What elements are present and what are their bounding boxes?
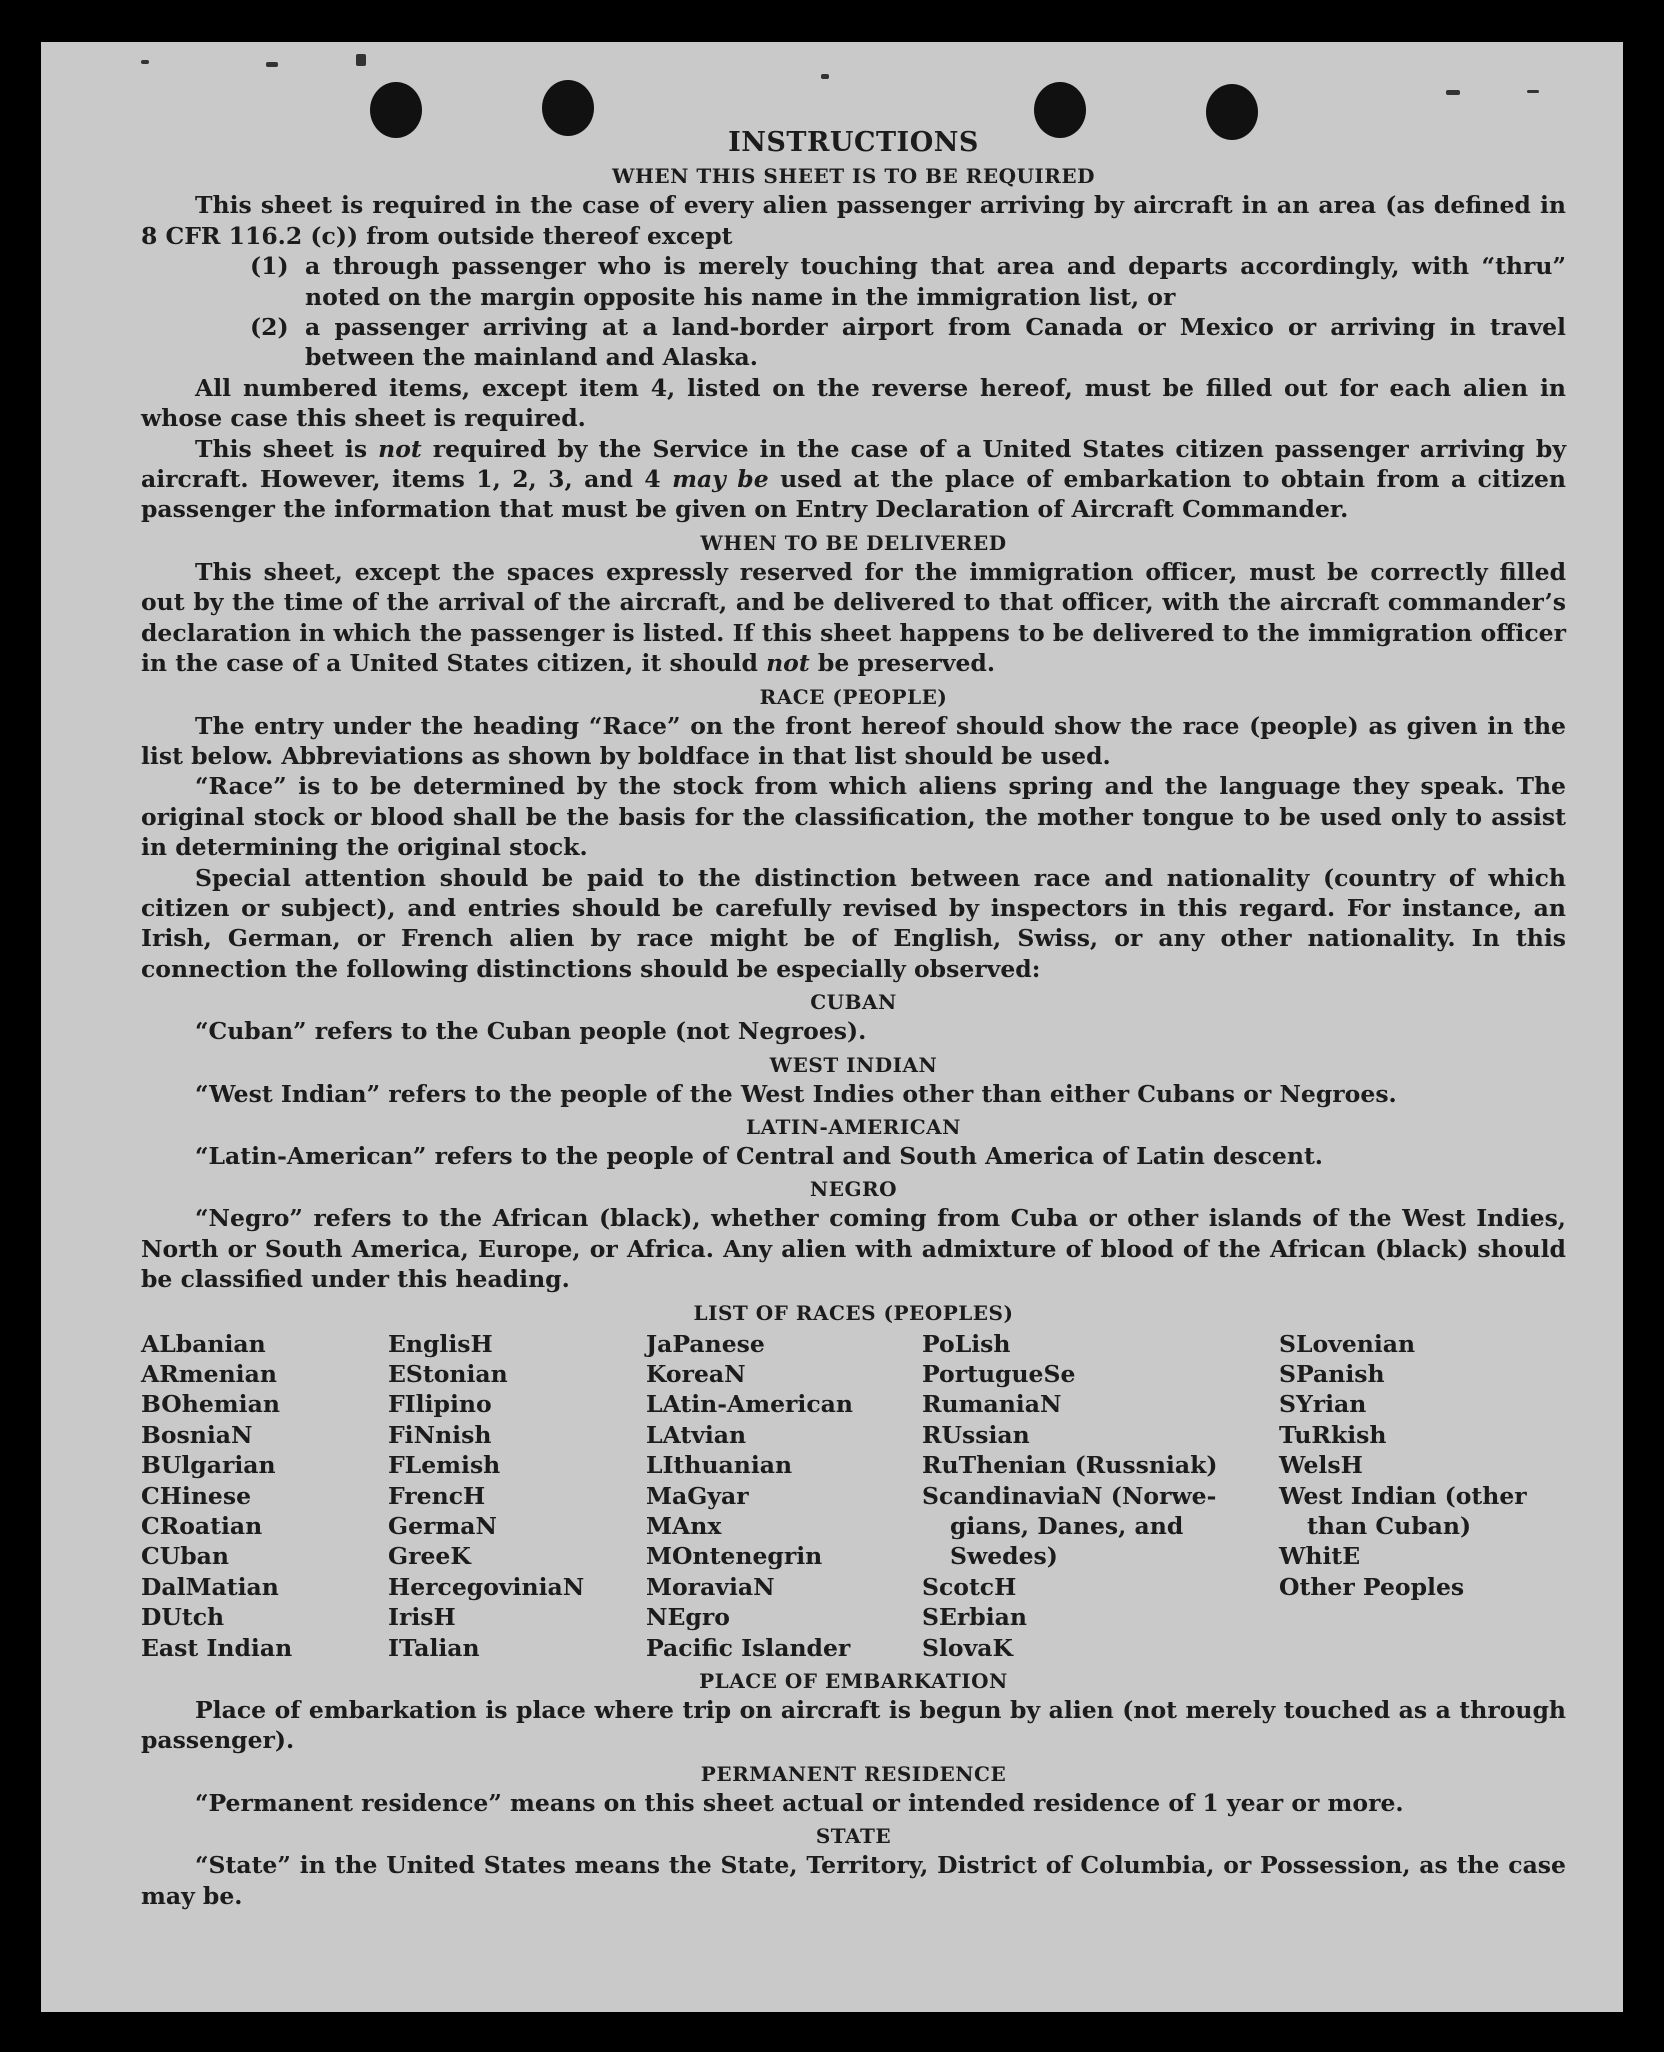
race-entry: West Indian (other bbox=[1279, 1481, 1527, 1510]
race-entry: CHinese bbox=[141, 1481, 252, 1510]
text-run: This sheet is bbox=[195, 434, 379, 463]
heading-cuban: CUBAN bbox=[810, 990, 897, 1015]
heading-residence: PERMANENT RESIDENCE bbox=[700, 1761, 1007, 1786]
race-entry: LAtvian bbox=[646, 1420, 747, 1449]
paragraph: Special attention should be paid to the distinction between race and nationality (country of which citizen or subject), and entries should be carefully revised by inspectors in this regard. For instance, an Irish, German, or French alien by race might be of English, Swiss, or any other nationality. In this connection the following distinctions should be especially observed: bbox=[141, 863, 1566, 983]
instructions-content bbox=[141, 122, 1566, 1911]
race-entry: RuThenian (Russniak) bbox=[922, 1451, 1218, 1480]
race-entry: BosniaN bbox=[141, 1420, 253, 1449]
race-entry: WhitE bbox=[1279, 1542, 1361, 1571]
item-number: (1) bbox=[250, 252, 289, 281]
races-column bbox=[141, 1329, 388, 1663]
scan-speck bbox=[141, 60, 149, 64]
race-entry: than Cuban) bbox=[1307, 1512, 1472, 1541]
race-entry: ScandinaviaN (Norwe- bbox=[922, 1481, 1217, 1510]
race-entry: GermaN bbox=[388, 1512, 497, 1541]
race-entry: PoLish bbox=[922, 1329, 1011, 1358]
paragraph: This sheet is required in the case of every alien passenger arriving by aircraft in an area (as defined in 8 CFR 116.2 (c)) from outside thereof except bbox=[141, 191, 1566, 250]
scan-speck bbox=[1527, 90, 1539, 93]
paragraph bbox=[141, 557, 1566, 679]
race-entry: MoraviaN bbox=[646, 1572, 775, 1601]
races-list bbox=[141, 1329, 1566, 1663]
race-entry: MAnx bbox=[646, 1512, 722, 1541]
races-column bbox=[388, 1329, 646, 1663]
heading-list-of-races: LIST OF RACES (PEOPLES) bbox=[693, 1300, 1014, 1325]
race-entry: MOntenegrin bbox=[646, 1542, 823, 1571]
race-entry: EStonian bbox=[388, 1360, 508, 1388]
race-entry: IrisH bbox=[388, 1603, 456, 1632]
race-entry: RumaniaN bbox=[922, 1390, 1062, 1419]
race-entry: HercegoviniaN bbox=[388, 1572, 585, 1601]
race-entry: RUssian bbox=[922, 1420, 1030, 1449]
race-entry: MaGyar bbox=[646, 1481, 749, 1510]
race-entry: CRoatian bbox=[141, 1512, 263, 1541]
emphasis: not bbox=[378, 434, 422, 463]
heading-when-delivered: WHEN TO BE DELIVERED bbox=[700, 530, 1007, 555]
emphasis: not bbox=[766, 649, 810, 678]
list-item bbox=[250, 312, 1566, 373]
scan-speck bbox=[821, 74, 829, 79]
heading-west-indian: WEST INDIAN bbox=[769, 1052, 938, 1077]
race-entry: Pacific Islander bbox=[646, 1633, 851, 1662]
races-column bbox=[922, 1329, 1279, 1663]
race-entry: SlovaK bbox=[922, 1633, 1013, 1662]
race-entry: ARmenian bbox=[141, 1360, 277, 1388]
text-run: This sheet, except the spaces expressly reserved for the immigration officer, must be correctly filled out by the time of the arrival of the aircraft, and be delivered to that officer, with the aircraft commander’s declaration in which the passenger is listed. If this sheet happens to be delivered to the immigration officer in the case of a United States citizen, it should bbox=[141, 557, 1566, 678]
paragraph bbox=[141, 434, 1566, 525]
race-entry: FLemish bbox=[388, 1451, 501, 1480]
race-entry: WelsH bbox=[1279, 1451, 1363, 1480]
item-text: a through passenger who is merely touching that area and departs accordingly, with “thru” noted on the margin opposite his name in the immigration list, or bbox=[305, 252, 1566, 311]
race-entry: Swedes) bbox=[950, 1542, 1058, 1571]
text-run: be preserved. bbox=[809, 649, 996, 678]
item-text: a passenger arriving at a land-border airport from Canada or Mexico or arriving in travel between the mainland and Alaska. bbox=[305, 313, 1566, 372]
race-entry: gians, Danes, and bbox=[950, 1512, 1184, 1541]
race-entry: BUlgarian bbox=[141, 1451, 276, 1480]
heading-negro: NEGRO bbox=[809, 1177, 898, 1202]
heading-race: RACE (PEOPLE) bbox=[759, 684, 948, 709]
race-entry: DalMatian bbox=[141, 1572, 279, 1601]
race-entry: KoreaN bbox=[646, 1360, 746, 1388]
race-entry: GreeK bbox=[388, 1542, 471, 1571]
text-run: required by the Service in the case of a United States citizen passenger arriving by aircraft. However, items 1, 2, 3, and 4 bbox=[141, 434, 1566, 494]
race-entry: Other Peoples bbox=[1279, 1572, 1465, 1601]
page-title: INSTRUCTIONS bbox=[728, 127, 979, 158]
race-entry: DUtch bbox=[141, 1603, 225, 1632]
race-entry: NEgro bbox=[646, 1603, 730, 1632]
scan-speck bbox=[266, 62, 278, 67]
document-page bbox=[41, 42, 1623, 2012]
list-item bbox=[250, 251, 1566, 312]
paragraph: “Race” is to be determined by the stock from which aliens spring and the language they speak. The original stock or blood shall be the basis for the classification, the mother tongue to be used only to assist in determining the original stock. bbox=[141, 772, 1566, 862]
race-entry: TuRkish bbox=[1279, 1420, 1387, 1449]
race-entry: FIlipino bbox=[388, 1390, 492, 1419]
paragraph: “State” in the United States means the State, Territory, District of Columbia, or Possession, as the case may be. bbox=[141, 1851, 1566, 1910]
races-column bbox=[646, 1329, 922, 1663]
paragraph: The entry under the heading “Race” on the front hereof should show the race (people) as given in the list below. Abbreviations as shown by boldface in that list should be used. bbox=[141, 711, 1566, 770]
heading-embarkation: PLACE OF EMBARKATION bbox=[699, 1669, 1008, 1694]
paragraph: “Permanent residence” means on this sheet actual or intended residence of 1 year or more. bbox=[195, 1788, 1404, 1817]
heading-when-required: WHEN THIS SHEET IS TO BE REQUIRED bbox=[612, 164, 1095, 189]
race-entry: East Indian bbox=[141, 1633, 293, 1662]
race-entry: FiNnish bbox=[388, 1420, 492, 1449]
race-entry: EnglisH bbox=[388, 1329, 493, 1358]
race-entry: SYrian bbox=[1279, 1390, 1367, 1419]
race-entry: ITalian bbox=[388, 1633, 480, 1662]
paragraph: “Negro” refers to the African (black), whether coming from Cuba or other islands of the West Indies, North or South America, Europe, or Africa. Any alien with admixture of blood of the African (black) should be classified under this heading. bbox=[141, 1204, 1566, 1294]
paragraph: “Latin-American” refers to the people of Central and South America of Latin descent. bbox=[195, 1141, 1323, 1170]
race-entry: SPanish bbox=[1279, 1360, 1385, 1388]
race-entry: SErbian bbox=[922, 1603, 1027, 1632]
scan-speck bbox=[356, 54, 366, 66]
emphasis: may be bbox=[672, 465, 769, 494]
race-entry: ALbanian bbox=[141, 1329, 266, 1358]
race-entry: FrencH bbox=[388, 1481, 486, 1510]
paragraph: Place of embarkation is place where trip on aircraft is begun by alien (not merely touched as a through passenger). bbox=[141, 1696, 1566, 1755]
race-entry: ScotcH bbox=[922, 1572, 1017, 1601]
paragraph: “Cuban” refers to the Cuban people (not Negroes). bbox=[195, 1017, 867, 1046]
race-entry: BOhemian bbox=[141, 1390, 280, 1419]
races-column bbox=[1279, 1329, 1566, 1663]
heading-state: STATE bbox=[815, 1824, 892, 1849]
heading-latin-american: LATIN-AMERICAN bbox=[746, 1114, 961, 1139]
scan-speck bbox=[1446, 90, 1460, 95]
paragraph: “West Indian” refers to the people of the West Indies other than either Cubans or Negroes. bbox=[195, 1079, 1397, 1108]
race-entry: CUban bbox=[141, 1542, 229, 1571]
race-entry: SLovenian bbox=[1279, 1329, 1416, 1358]
race-entry: JaPanese bbox=[646, 1329, 765, 1358]
race-entry: LIthuanian bbox=[646, 1451, 793, 1480]
paragraph: All numbered items, except item 4, listed on the reverse hereof, must be filled out for each alien in whose case this sheet is required. bbox=[141, 373, 1566, 433]
race-entry: LAtin-American bbox=[646, 1390, 853, 1419]
item-number: (2) bbox=[250, 313, 289, 342]
race-entry: PortugueSe bbox=[922, 1360, 1076, 1388]
text-run: used at the place of embarkation to obtain from a citizen passenger the information that must be given on Entry Declaration of Aircraft Commander. bbox=[141, 465, 1566, 524]
